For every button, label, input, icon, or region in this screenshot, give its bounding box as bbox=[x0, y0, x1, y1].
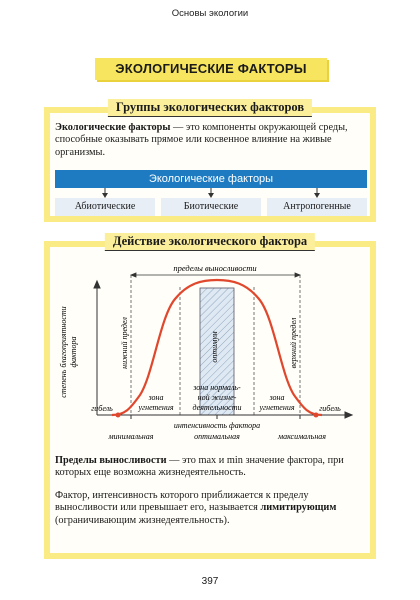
max-label: максимальная bbox=[277, 432, 327, 441]
branch-biotic: Биотические bbox=[161, 198, 261, 216]
factors-header-bar: Экологические факторы bbox=[55, 170, 367, 188]
tolerance-definition bbox=[55, 455, 367, 480]
factor-groups-title: Группы экологических факторов bbox=[108, 99, 312, 117]
term-tolerance-limits: Пределы выносливости bbox=[55, 455, 167, 466]
stress-zone-left-1: зона bbox=[148, 393, 164, 402]
branch-anthropogenic: Антропогенные bbox=[267, 198, 367, 216]
death-point-right bbox=[314, 413, 319, 418]
factor-action-panel bbox=[44, 234, 376, 559]
y-axis-label-2: фактора bbox=[69, 336, 78, 368]
min-label: минимальная bbox=[108, 432, 154, 441]
upper-limit-label: верхний предел bbox=[289, 317, 298, 369]
factor-action-title: Действие экологического фактора bbox=[105, 233, 315, 251]
optimum-label: оптимум bbox=[210, 331, 219, 363]
stress-zone-right-1: зона bbox=[269, 393, 285, 402]
page-number: 397 bbox=[201, 576, 219, 587]
main-title: ЭКОЛОГИЧЕСКИЕ ФАКТОРЫ bbox=[95, 58, 327, 80]
death-point-left bbox=[116, 413, 121, 418]
stress-zone-right-2: угнетения bbox=[259, 403, 295, 412]
tolerance-definition-text: — это max и min значение фактора, при которых еще возможна жизнедеятельность. bbox=[55, 455, 344, 479]
stress-zone-left-2: угнетения bbox=[138, 403, 174, 412]
limiting-factor-definition bbox=[55, 490, 367, 527]
opt-label: оптимальная bbox=[194, 432, 240, 441]
running-head: Основы экологии bbox=[171, 8, 249, 19]
normal-zone-1: зона нормаль- bbox=[193, 383, 241, 392]
normal-zone-2: ной жизне- bbox=[197, 393, 237, 402]
limiting-text-end: (ограничивающим жизнедеятельность). bbox=[55, 514, 230, 526]
death-label-left: гибель bbox=[91, 404, 113, 413]
y-axis-label-1: степень благоприятности bbox=[59, 306, 68, 398]
death-label-right: гибель bbox=[319, 404, 341, 413]
lower-limit-label: нижний предел bbox=[120, 317, 129, 369]
normal-zone-3: деятельности bbox=[192, 403, 242, 412]
tolerance-label: пределы выносливости bbox=[173, 263, 257, 273]
definition-text: — это компоненты окружающей среды, способные оказывать прямое или косвенное влияние на живые организмы. bbox=[55, 122, 348, 158]
branch-abiotic: Абиотические bbox=[55, 198, 155, 216]
factor-groups-panel bbox=[44, 100, 376, 222]
limiting-text-start: Фактор, интенсивность которого приближается к пределу выносливости или превышает его, называется bbox=[55, 490, 309, 514]
term-limiting: лимитирующим bbox=[260, 502, 337, 514]
tolerance-diagram bbox=[50, 247, 370, 452]
x-axis-label: интенсивность фактора bbox=[173, 421, 261, 430]
term-ecological-factors: Экологические факторы bbox=[55, 122, 171, 133]
